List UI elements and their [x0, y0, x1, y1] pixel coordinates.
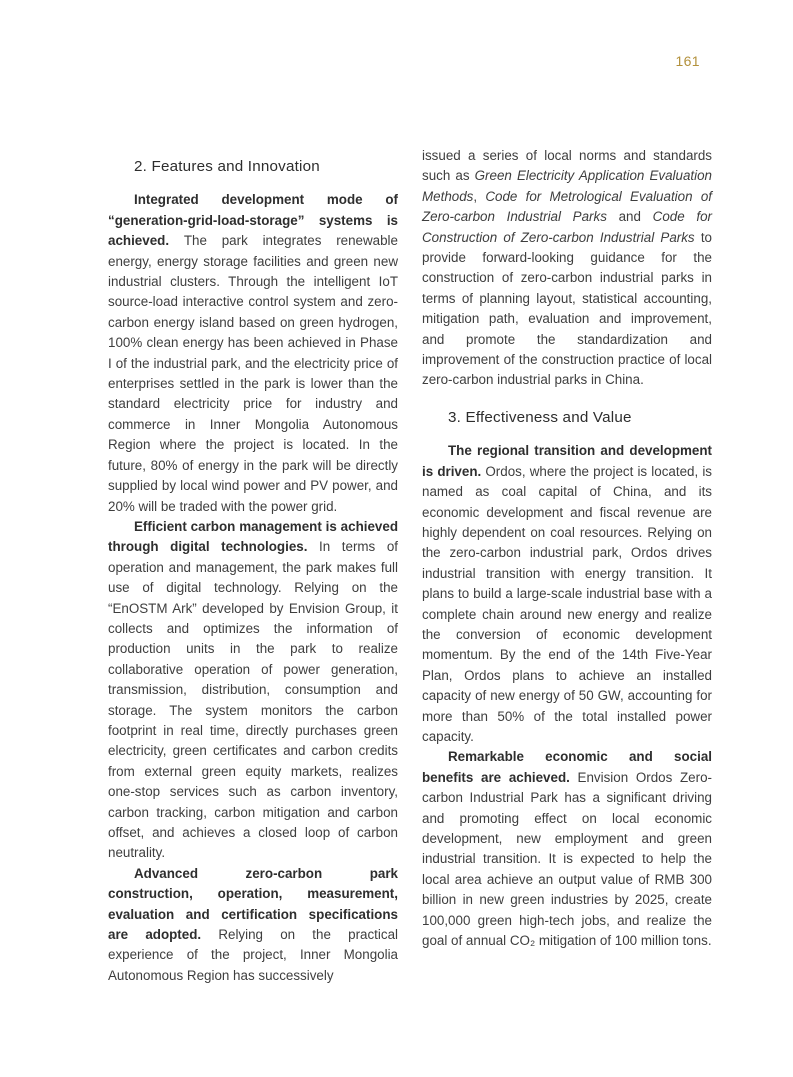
- text-segment-bold: Advanced zero-carbon park construction, operation, measurement, evaluation and certification specifications are adopted.: [108, 865, 398, 943]
- text-segment-regular: ,: [473, 188, 486, 204]
- text-segment-regular: Envision Ordos Zero-carbon Industrial Park has a significant driving and promoting effect on local economic development, new employment and green industrial transition. It is expected to help the local area achieve an output value of RMB 300 billion in new green industries by 2025, create 100,000 green high-tech jobs, and realize the goal of annual CO₂ mitigation of 100 million tons.: [422, 769, 712, 949]
- paragraph-local-norms-and-standards: [422, 146, 712, 391]
- paragraph-efficient-carbon-management: [108, 517, 398, 864]
- paragraph-regional-transition: [422, 441, 712, 747]
- text-segment-regular: to provide forward-looking guidance for the construction of zero-carbon industrial parks in terms of planning layout, statistical accounting, mitigation path, evaluation and improvement, and promote the standardization and improvement of the construction practice of local zero-carbon industrial parks in China.: [422, 229, 712, 388]
- content-columns: [108, 146, 712, 986]
- left-column: [108, 146, 398, 986]
- text-segment-bold: Integrated development mode of “generation-grid-load-storage” systems is achieved.: [108, 192, 398, 249]
- paragraph-economic-social-benefits: [422, 747, 712, 951]
- section-heading-features-and-innovation: 2. Features and Innovation: [134, 158, 320, 175]
- section-heading-effectiveness-and-value: 3. Effectiveness and Value: [448, 408, 632, 426]
- text-segment-regular: Relying on the practical experience of the project, Inner Mongolia Autonomous Region has successively: [108, 927, 398, 983]
- text-segment-regular: Ordos, where the project is located, is named as coal capital of China, and its economic development and fiscal revenue are highly dependent on coal resources. Relying on the zero-carbon industrial park, Ordos drives industrial transition with energy transition. It plans to build a large-scale industrial base with a complete chain around new energy and realize the conversion of economic development momentum. By the end of the 14th Five-Year Plan, Ordos plans to achieve an installed capacity of new energy of 50 GW, accounting for more than 50% of the total installed power capacity.: [422, 463, 713, 744]
- text-segment-regular: The park integrates renewable energy, energy storage facilities and green new industrial clusters. Through the intelligent IoT source-load interactive control system and zero-carbon energy island based on green hydrogen, 100% clean energy has been achieved in Phase I of the industrial park, and the electricity price of enterprises settled in the park is lower than the standard electricity price for industry and commerce in Inner Mongolia Autonomous Region where the project is located. In the future, 80% of energy in the park will be directly supplied by local wind power and PV power, and 20% will be traded with the power grid.: [108, 233, 398, 514]
- text-segment-regular: In terms of operation and management, the park makes full use of digital technology. Relying on the “EnOSTM Ark” developed by Envision Group, it collects and optimizes the information of production units in the park to realize collaborative operation of power generation, transmission, distribution, consumption and storage. The system monitors the carbon footprint in real time, directly purchases green electricity, green certificates and carbon credits from external green equity markets, realizes one-stop services such as carbon inventory, carbon tracking, carbon mitigation and carbon offset, and achieves a closed loop of carbon neutrality.: [108, 539, 398, 861]
- text-segment-regular: and: [606, 209, 653, 225]
- text-segment-bold: Efficient carbon management is achieved through digital technologies.: [108, 518, 398, 555]
- right-column: [422, 146, 712, 986]
- text-segment-bold: Remarkable economic and social benefits are achieved.: [422, 749, 712, 785]
- page-number: 161: [675, 53, 700, 69]
- text-segment-bold: The regional transition and development is driven.: [422, 443, 712, 479]
- paragraph-advanced-zero-carbon-specifications: [108, 864, 398, 986]
- text-segment-italic: Code for Metrological Evaluation of Zero-carbon Industrial Parks: [422, 188, 712, 225]
- text-segment-italic: Code for Construction of Zero-carbon Industrial Parks: [422, 209, 712, 245]
- paragraph-integrated-development-mode: [108, 190, 398, 517]
- text-segment-italic: Green Electricity Application Evaluation Methods: [422, 168, 712, 204]
- text-segment-regular: issued a series of local norms and standards such as: [422, 148, 712, 184]
